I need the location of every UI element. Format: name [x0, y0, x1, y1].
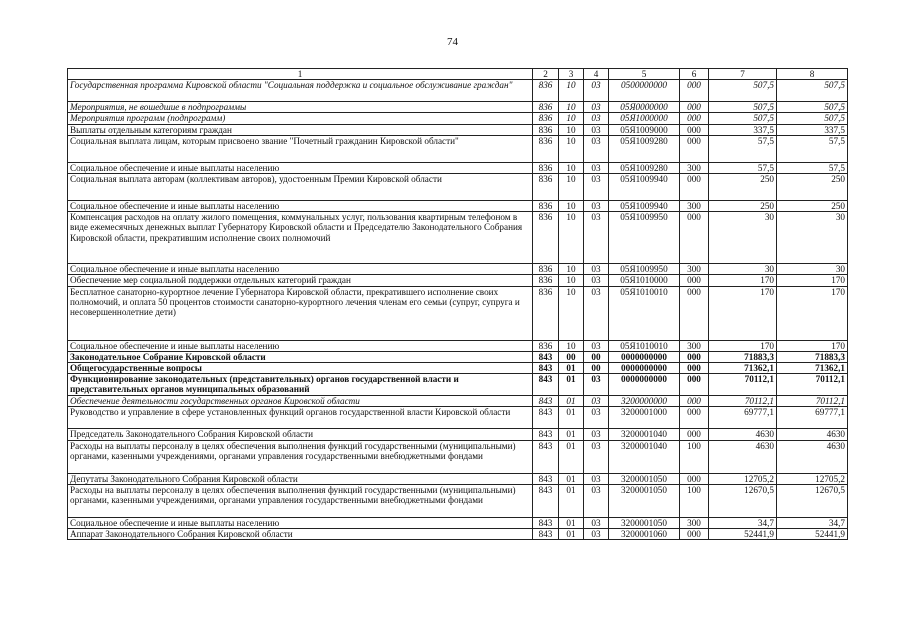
expense-name-cell: Мероприятия программ (подпрограмм): [68, 113, 533, 124]
target-article-cell: 05Я1010010: [609, 340, 680, 351]
section-cell: 10: [559, 212, 584, 264]
ministry-code-cell: 836: [533, 174, 559, 201]
section-cell: 01: [559, 529, 584, 540]
table-row: [68, 396, 848, 407]
section-cell: 01: [559, 440, 584, 473]
expense-type-cell: 300: [680, 517, 709, 528]
amount-cell: 250: [709, 174, 777, 201]
amount-total-cell: 34,7: [777, 517, 848, 528]
subsection-cell: 03: [584, 407, 609, 429]
page-number: 74: [447, 36, 458, 48]
table-row: [68, 264, 848, 275]
amount-cell: 12705,2: [709, 473, 777, 484]
amount-cell: 57,5: [709, 135, 777, 162]
section-cell: 01: [559, 429, 584, 440]
table-row: [68, 124, 848, 135]
amount-total-cell: 250: [777, 201, 848, 212]
expense-type-cell: 000: [680, 124, 709, 135]
amount-total-cell: 250: [777, 174, 848, 201]
table-row: [68, 429, 848, 440]
target-article-cell: 05Я1000000: [609, 113, 680, 124]
section-cell: 10: [559, 275, 584, 286]
target-article-cell: 3200001060: [609, 529, 680, 540]
subsection-cell: 03: [584, 529, 609, 540]
amount-cell: 4630: [709, 429, 777, 440]
table-row: [68, 407, 848, 429]
ministry-code-cell: 843: [533, 517, 559, 528]
expense-name-cell: Расходы на выплаты персоналу в целях обеспечения выполнения функций государственными (муниципальными) органами, казенными учреждениями, органами управления государственными внебюджетными фондами: [68, 484, 533, 517]
ministry-code-cell: 843: [533, 440, 559, 473]
column-header: 7: [709, 69, 777, 80]
expense-name-cell: Компенсация расходов на оплату жилого помещения, коммунальных услуг, пользования квартирным телефоном в виде ежемесячных денежных выплат Губернатору Кировской области и Председателю Законодательного Собрания Кировской области, прекратившим исполнение своих полномочий: [68, 212, 533, 264]
section-cell: 10: [559, 340, 584, 351]
target-article-cell: 05Я1009940: [609, 174, 680, 201]
expense-type-cell: 000: [680, 363, 709, 374]
table-row: [68, 162, 848, 173]
amount-cell: 507,5: [709, 102, 777, 113]
amount-cell: 30: [709, 264, 777, 275]
expense-type-cell: 000: [680, 275, 709, 286]
column-header: 8: [777, 69, 848, 80]
ministry-code-cell: 843: [533, 473, 559, 484]
subsection-cell: 03: [584, 275, 609, 286]
expense-type-cell: 000: [680, 374, 709, 396]
target-article-cell: 0000000000: [609, 363, 680, 374]
expense-type-cell: 100: [680, 484, 709, 517]
subsection-cell: 03: [584, 102, 609, 113]
expense-type-cell: 000: [680, 473, 709, 484]
expense-name-cell: Обеспечение мер социальной поддержки отдельных категорий граждан: [68, 275, 533, 286]
expense-name-cell: Социальное обеспечение и иные выплаты населению: [68, 201, 533, 212]
target-article-cell: 3200000000: [609, 396, 680, 407]
expense-name-cell: Обеспечение деятельности государственных органов Кировской области: [68, 396, 533, 407]
ministry-code-cell: 836: [533, 102, 559, 113]
target-article-cell: 3200001050: [609, 473, 680, 484]
table-row: [68, 286, 848, 340]
section-cell: 01: [559, 407, 584, 429]
table-row: [68, 351, 848, 362]
amount-total-cell: 4630: [777, 440, 848, 473]
amount-cell: 507,5: [709, 80, 777, 102]
amount-cell: 70112,1: [709, 374, 777, 396]
expense-type-cell: 000: [680, 174, 709, 201]
subsection-cell: 03: [584, 201, 609, 212]
table-row: [68, 275, 848, 286]
ministry-code-cell: 836: [533, 80, 559, 102]
expense-name-cell: Депутаты Законодательного Собрания Кировской области: [68, 473, 533, 484]
amount-total-cell: 170: [777, 286, 848, 340]
section-cell: 10: [559, 113, 584, 124]
amount-total-cell: 12705,2: [777, 473, 848, 484]
expense-type-cell: 300: [680, 264, 709, 275]
target-article-cell: 05Я1009950: [609, 264, 680, 275]
ministry-code-cell: 836: [533, 212, 559, 264]
column-header: 2: [533, 69, 559, 80]
target-article-cell: 05Я1009940: [609, 201, 680, 212]
subsection-cell: 00: [584, 351, 609, 362]
expense-type-cell: 000: [680, 286, 709, 340]
ministry-code-cell: 836: [533, 113, 559, 124]
ministry-code-cell: 843: [533, 529, 559, 540]
table-row: [68, 340, 848, 351]
table-row: [68, 80, 848, 102]
target-article-cell: 05Я1010000: [609, 275, 680, 286]
column-header: 5: [609, 69, 680, 80]
section-cell: 10: [559, 286, 584, 340]
expense-name-cell: Социальное обеспечение и иные выплаты населению: [68, 340, 533, 351]
section-cell: 10: [559, 124, 584, 135]
expense-name-cell: Социальная выплата лицам, которым присвоено звание "Почетный гражданин Кировской области": [68, 135, 533, 162]
amount-total-cell: 4630: [777, 429, 848, 440]
expense-name-cell: Социальное обеспечение и иные выплаты населению: [68, 517, 533, 528]
ministry-code-cell: 843: [533, 429, 559, 440]
subsection-cell: 03: [584, 517, 609, 528]
section-cell: 10: [559, 264, 584, 275]
ministry-code-cell: 836: [533, 275, 559, 286]
table-row: [68, 529, 848, 540]
column-number-header-row: [68, 69, 848, 80]
target-article-cell: 05Я0000000: [609, 102, 680, 113]
amount-cell: 507,5: [709, 113, 777, 124]
subsection-cell: 00: [584, 363, 609, 374]
target-article-cell: 05Я1009280: [609, 162, 680, 173]
amount-cell: 57,5: [709, 162, 777, 173]
ministry-code-cell: 843: [533, 407, 559, 429]
amount-total-cell: 57,5: [777, 135, 848, 162]
amount-cell: 170: [709, 286, 777, 340]
amount-total-cell: 170: [777, 275, 848, 286]
amount-cell: 69777,1: [709, 407, 777, 429]
target-article-cell: 0000000000: [609, 374, 680, 396]
subsection-cell: 03: [584, 286, 609, 340]
amount-cell: 170: [709, 340, 777, 351]
amount-cell: 12670,5: [709, 484, 777, 517]
target-article-cell: 0500000000: [609, 80, 680, 102]
section-cell: 01: [559, 396, 584, 407]
expense-type-cell: 300: [680, 162, 709, 173]
expense-type-cell: 000: [680, 529, 709, 540]
amount-total-cell: 170: [777, 340, 848, 351]
amount-cell: 34,7: [709, 517, 777, 528]
target-article-cell: 3200001040: [609, 429, 680, 440]
column-header: 6: [680, 69, 709, 80]
expense-type-cell: 300: [680, 201, 709, 212]
section-cell: 01: [559, 484, 584, 517]
subsection-cell: 03: [584, 440, 609, 473]
table-row: [68, 517, 848, 528]
expense-name-cell: Социальное обеспечение и иные выплаты населению: [68, 162, 533, 173]
column-header: 3: [559, 69, 584, 80]
amount-total-cell: 507,5: [777, 80, 848, 102]
expense-type-cell: 000: [680, 351, 709, 362]
ministry-code-cell: 836: [533, 124, 559, 135]
ministry-code-cell: 836: [533, 340, 559, 351]
expense-type-cell: 000: [680, 102, 709, 113]
expense-name-cell: Мероприятия, не вошедшие в подпрограммы: [68, 102, 533, 113]
table-row: [68, 363, 848, 374]
expense-name-cell: Руководство и управление в сфере установленных функций органов государственной власти Кировской области: [68, 407, 533, 429]
ministry-code-cell: 836: [533, 162, 559, 173]
target-article-cell: 05Я1009000: [609, 124, 680, 135]
ministry-code-cell: 836: [533, 286, 559, 340]
expense-type-cell: 000: [680, 396, 709, 407]
target-article-cell: 3200001040: [609, 440, 680, 473]
section-cell: 01: [559, 517, 584, 528]
ministry-code-cell: 836: [533, 201, 559, 212]
amount-total-cell: 30: [777, 264, 848, 275]
amount-cell: 71883,3: [709, 351, 777, 362]
expense-type-cell: 000: [680, 212, 709, 264]
column-header: 1: [68, 69, 533, 80]
table-row: [68, 212, 848, 264]
amount-total-cell: 12670,5: [777, 484, 848, 517]
subsection-cell: 03: [584, 396, 609, 407]
amount-total-cell: 70112,1: [777, 374, 848, 396]
table-body: [68, 80, 848, 540]
ministry-code-cell: 843: [533, 396, 559, 407]
budget-table: [67, 68, 848, 540]
amount-cell: 170: [709, 275, 777, 286]
expense-type-cell: 300: [680, 340, 709, 351]
expense-name-cell: Социальное обеспечение и иные выплаты населению: [68, 264, 533, 275]
amount-total-cell: 71362,1: [777, 363, 848, 374]
expense-type-cell: 000: [680, 113, 709, 124]
subsection-cell: 03: [584, 374, 609, 396]
subsection-cell: 03: [584, 124, 609, 135]
section-cell: 00: [559, 351, 584, 362]
expense-name-cell: Выплаты отдельным категориям граждан: [68, 124, 533, 135]
subsection-cell: 03: [584, 113, 609, 124]
ministry-code-cell: 836: [533, 135, 559, 162]
amount-cell: 250: [709, 201, 777, 212]
table-row: [68, 440, 848, 473]
target-article-cell: 05Я1009280: [609, 135, 680, 162]
section-cell: 01: [559, 363, 584, 374]
table-row: [68, 484, 848, 517]
amount-total-cell: 507,5: [777, 102, 848, 113]
expense-type-cell: 000: [680, 429, 709, 440]
target-article-cell: 05Я1010010: [609, 286, 680, 340]
table-row: [68, 201, 848, 212]
amount-cell: 4630: [709, 440, 777, 473]
expense-name-cell: Социальная выплата авторам (коллективам авторов), удостоенным Премии Кировской области: [68, 174, 533, 201]
amount-total-cell: 57,5: [777, 162, 848, 173]
table-row: [68, 374, 848, 396]
section-cell: 10: [559, 102, 584, 113]
subsection-cell: 03: [584, 212, 609, 264]
section-cell: 10: [559, 80, 584, 102]
table-row: [68, 113, 848, 124]
expense-name-cell: Законодательное Собрание Кировской области: [68, 351, 533, 362]
ministry-code-cell: 836: [533, 264, 559, 275]
subsection-cell: 03: [584, 484, 609, 517]
subsection-cell: 03: [584, 162, 609, 173]
subsection-cell: 03: [584, 174, 609, 201]
subsection-cell: 03: [584, 473, 609, 484]
table-row: [68, 174, 848, 201]
ministry-code-cell: 843: [533, 374, 559, 396]
ministry-code-cell: 843: [533, 363, 559, 374]
table-row: [68, 102, 848, 113]
section-cell: 10: [559, 201, 584, 212]
expense-name-cell: Аппарат Законодательного Собрания Кировской области: [68, 529, 533, 540]
expense-type-cell: 000: [680, 135, 709, 162]
amount-total-cell: 507,5: [777, 113, 848, 124]
section-cell: 10: [559, 135, 584, 162]
subsection-cell: 03: [584, 340, 609, 351]
expense-type-cell: 100: [680, 440, 709, 473]
amount-cell: 71362,1: [709, 363, 777, 374]
amount-total-cell: 337,5: [777, 124, 848, 135]
subsection-cell: 03: [584, 80, 609, 102]
expense-name-cell: Председатель Законодательного Собрания Кировской области: [68, 429, 533, 440]
section-cell: 10: [559, 162, 584, 173]
section-cell: 01: [559, 473, 584, 484]
target-article-cell: 3200001050: [609, 484, 680, 517]
target-article-cell: 3200001050: [609, 517, 680, 528]
column-header: 4: [584, 69, 609, 80]
subsection-cell: 03: [584, 264, 609, 275]
table-row: [68, 473, 848, 484]
ministry-code-cell: 843: [533, 351, 559, 362]
amount-cell: 30: [709, 212, 777, 264]
subsection-cell: 03: [584, 429, 609, 440]
expense-name-cell: Расходы на выплаты персоналу в целях обеспечения выполнения функций государственными (муниципальными) органами, казенными учреждениями, органами управления государственными внебюджетными фондами: [68, 440, 533, 473]
target-article-cell: 3200001000: [609, 407, 680, 429]
target-article-cell: 05Я1009950: [609, 212, 680, 264]
amount-cell: 337,5: [709, 124, 777, 135]
amount-total-cell: 69777,1: [777, 407, 848, 429]
expense-name-cell: Бесплатное санаторно-курортное лечение Губернатора Кировской области, прекратившего исполнение своих полномочий, и оплата 50 процентов стоимости санаторно-курортного лечения членам его семьи (супруг, супруга и несовершеннолетние дети): [68, 286, 533, 340]
expense-type-cell: 000: [680, 80, 709, 102]
amount-total-cell: 70112,1: [777, 396, 848, 407]
ministry-code-cell: 843: [533, 484, 559, 517]
target-article-cell: 0000000000: [609, 351, 680, 362]
section-cell: 01: [559, 374, 584, 396]
section-cell: 10: [559, 174, 584, 201]
table-row: [68, 135, 848, 162]
amount-total-cell: 30: [777, 212, 848, 264]
amount-total-cell: 52441,9: [777, 529, 848, 540]
subsection-cell: 03: [584, 135, 609, 162]
amount-cell: 52441,9: [709, 529, 777, 540]
expense-name-cell: Государственная программа Кировской области "Социальная поддержка и социальное обслуживание граждан": [68, 80, 533, 102]
amount-total-cell: 71883,3: [777, 351, 848, 362]
expense-type-cell: 000: [680, 407, 709, 429]
expense-name-cell: Функционирование законодательных (представительных) органов государственной власти и представительных органов муниципальных образований: [68, 374, 533, 396]
amount-cell: 70112,1: [709, 396, 777, 407]
expense-name-cell: Общегосударственные вопросы: [68, 363, 533, 374]
